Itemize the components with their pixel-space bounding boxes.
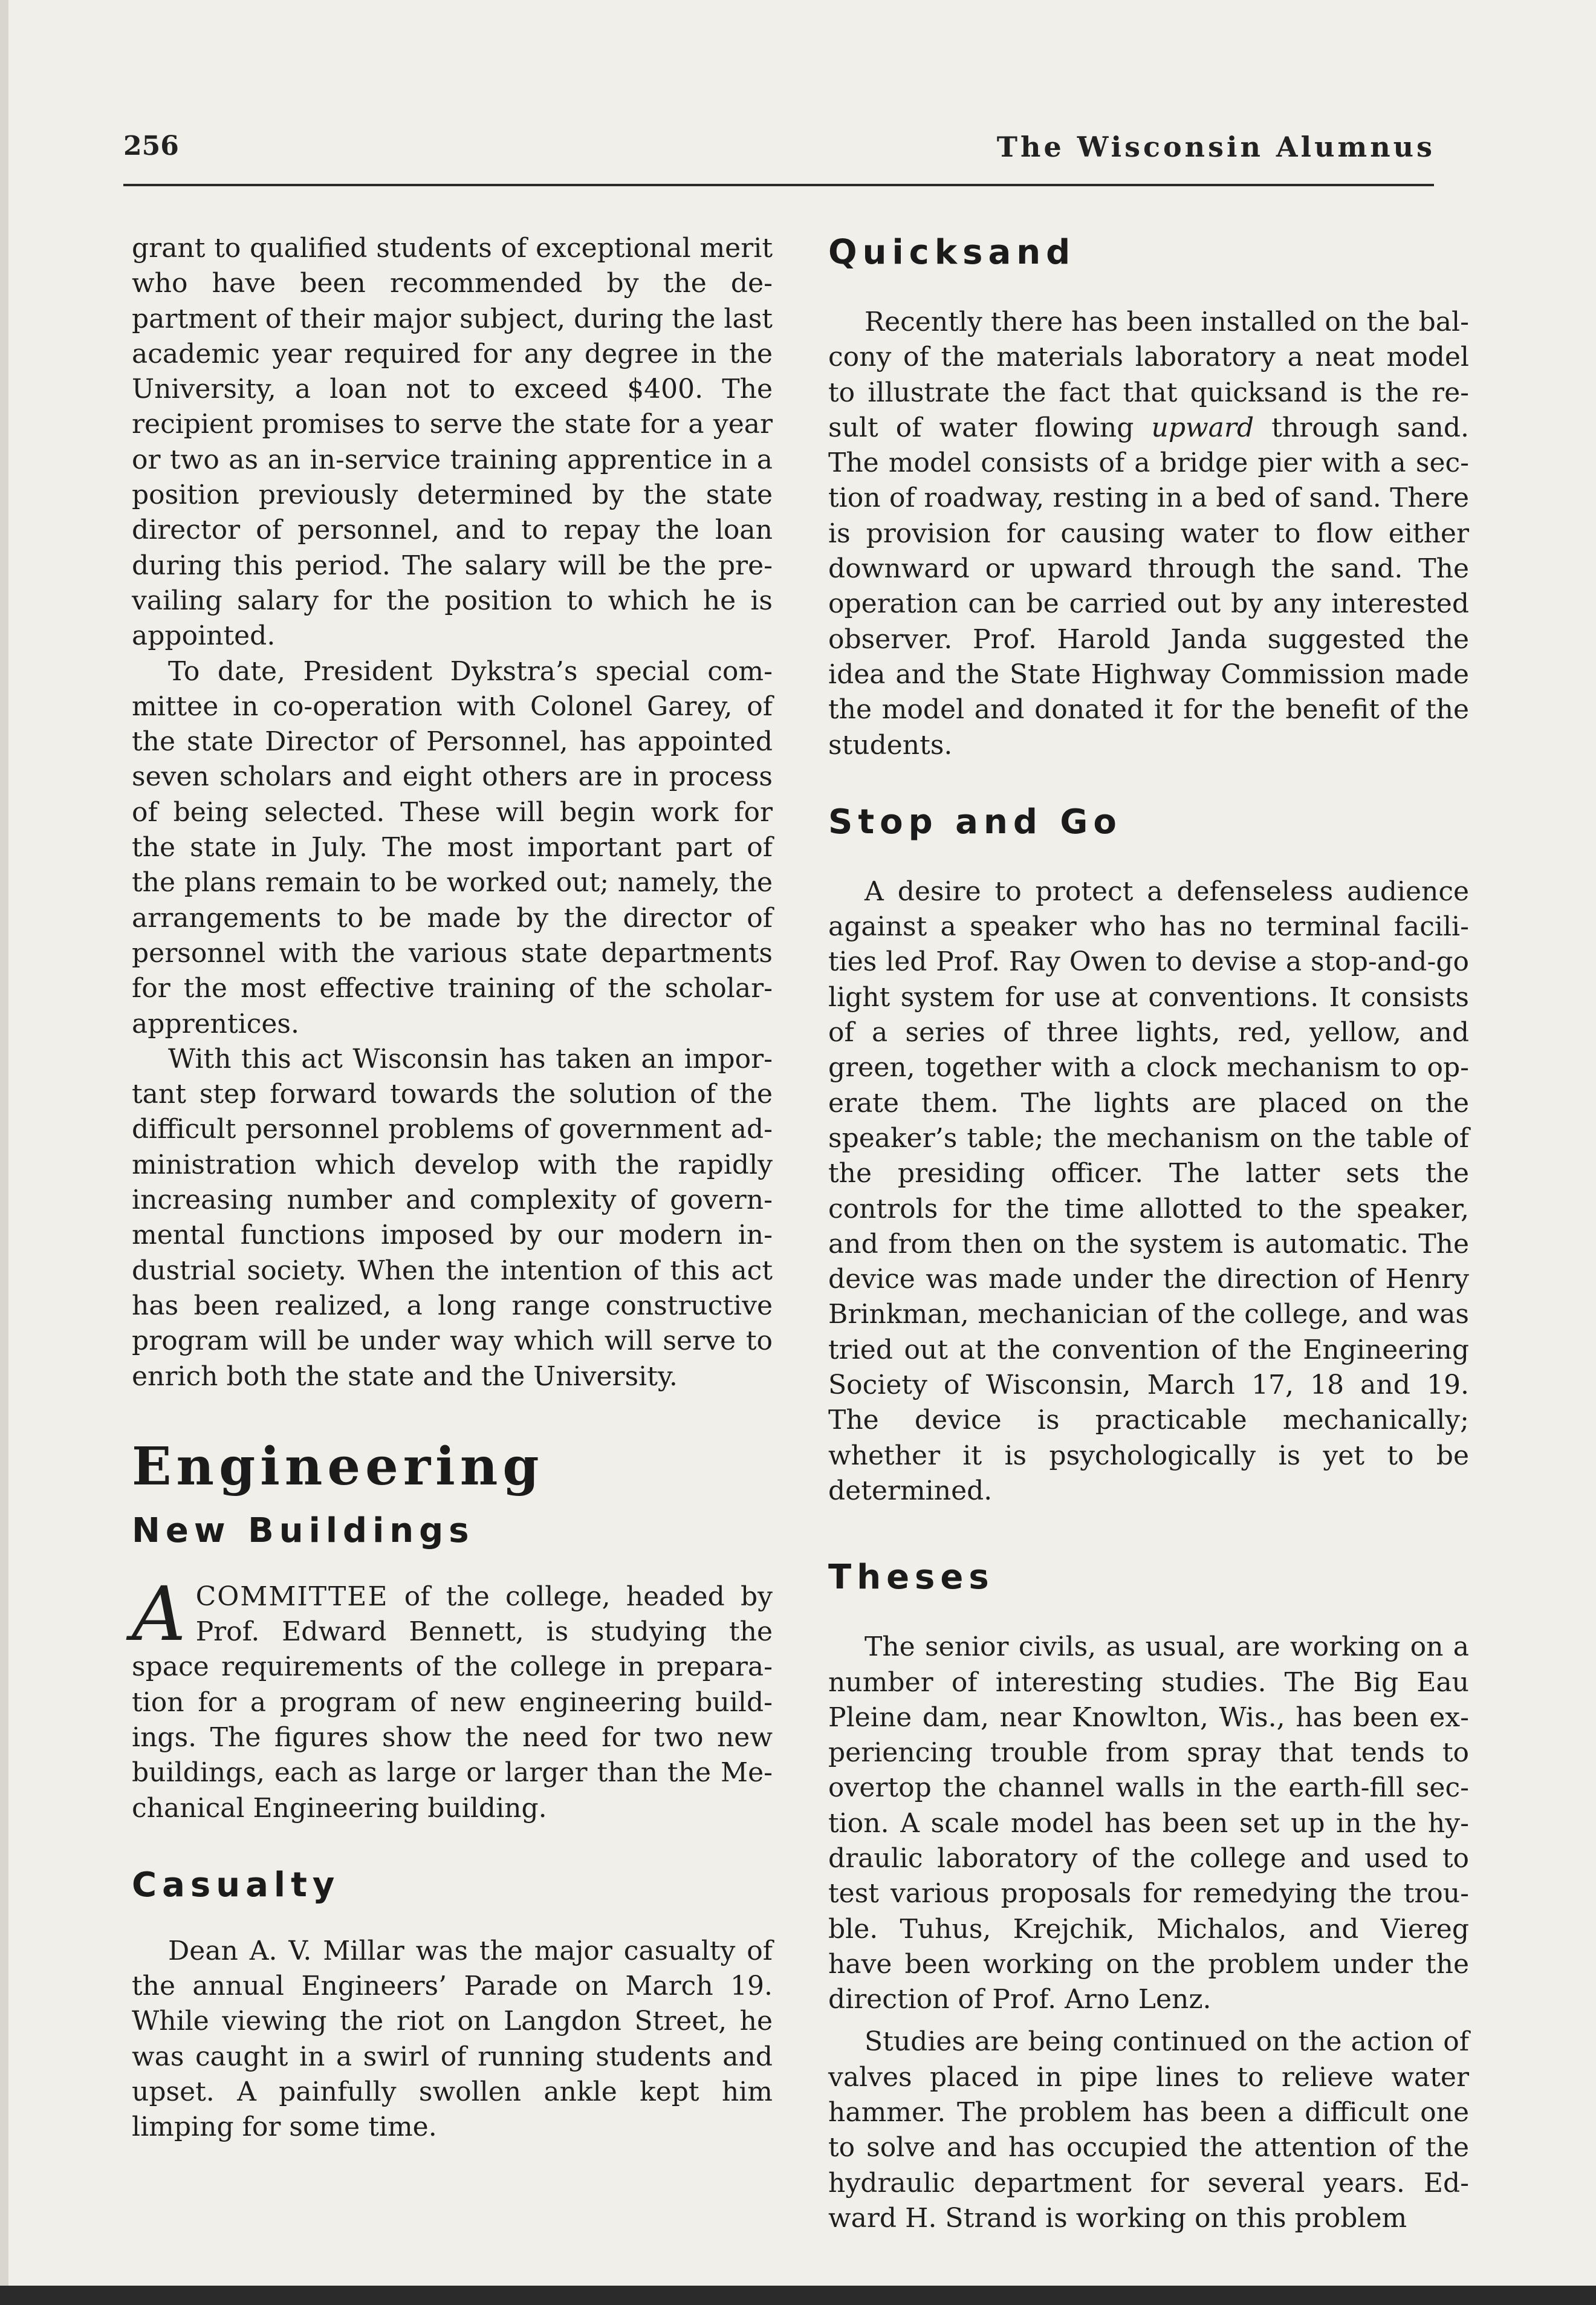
scan-bottom-edge	[0, 2286, 1596, 2305]
lead-word: COMMITTEE	[195, 1581, 389, 1612]
section-heading-casualty: Casualty	[132, 1865, 340, 1905]
quicksand-emphasis: upward	[1151, 412, 1254, 443]
section-heading-new-buildings: New Buildings	[132, 1510, 475, 1550]
scan-left-edge	[0, 0, 8, 2305]
page-number: 256	[123, 131, 179, 161]
theses-paragraph-2: Studies are being continued on the action of valves placed in pipe lines to relieve water hammer. The problem has been a difficult one to solve and has occupied the attention of the hydraulic department for several years. Edward H. Strand is working on this problem	[828, 2026, 1469, 2234]
paragraph-conclusion: With this act Wisconsin has taken an important step forward towards the solution of the difficult personnel problems of government administration which develop with the rapidly increasing number and complexity of governmental functions imposed by our modern industrial society. When the intention of this act has been realized, a long range constructive program will be under way which will serve to enrich both the state and the University.	[132, 1043, 773, 1392]
casualty-paragraph: Dean A. V. Millar was the major casualty of the annual Engineers’ Parade on March 19. While viewing the riot on Langdon Street, he was caught in a swirl of running students and upset. A painfully swollen ankle kept him limping for some time.	[132, 1935, 773, 2143]
section-heading-stop-and-go: Stop and Go	[828, 802, 1122, 842]
quicksand-paragraph	[828, 305, 1469, 763]
section-heading-quicksand: Quicksand	[828, 233, 1076, 272]
stop-and-go-paragraph: A desire to protect a defenseless audience against a speaker who has no terminal facilities led Prof. Ray Owen to devise a stop-and-go light system for use at conventions. It consists of a series of three lights, red, yellow, and green, together with a clock mechanism to operate them. The lights are placed on the speaker’s table; the mechanism on the table of the presiding officer. The latter sets the controls for the time allotted to the speaker, and from then on the system is automatic. The device was made under the direction of Henry Brinkman, mechanician of the college, and was tried out at the convention of the Engineering Society of Wisconsin, March 17, 18 and 19. The device is practicable mechanically; whether it is psychologically is yet to be determined.	[828, 876, 1469, 1506]
page-header	[123, 131, 1435, 173]
right-column	[828, 231, 1469, 2236]
drop-cap: A	[132, 1570, 186, 1658]
quicksand-text-start: Recently there has been installed on the balcony of the materials laboratory a neat model to illustrate the fact that quicksand is the result of water flowing	[828, 307, 1469, 443]
paragraph-committee: To date, President Dykstra’s special committee in co-operation with Colonel Garey, of the state Director of Personnel, has appointed seven scholars and eight others are in process of being selected. These will begin work for the state in July. The most important part of the plans remain to be worked out; namely, the arrangements to be made by the director of personnel with the various state departments for the most effective training of the scholar-apprentices.	[132, 655, 773, 1039]
quicksand-text-end: through sand. The model consists of a bridge pier with a section of roadway, resting in a bed of sand. There is provision for causing water to flow either downward or upward through the sand. The operation can be carried out by any interested observer. Prof. Harold Janda suggested the idea and the State Highway Commission made the model and donated it for the benefit of the students.	[828, 412, 1469, 761]
new-buildings-paragraph	[132, 1570, 773, 1826]
header-rule	[123, 184, 1434, 186]
left-column	[132, 231, 773, 2145]
department-heading-engineering: Engineering	[132, 1435, 544, 1497]
continued-paragraph: grant to qualified students of exceptional merit who have been recommended by the department of their major subject, during the last academic year required for any degree in the University, a loan not to exceed $400. The recipient promises to serve the state for a year or two as an in-service training apprentice in a position previously determined by the state director of personnel, and to repay the loan during this period. The salary will be the prevailing salary for the position to which he is appointed.	[132, 233, 773, 652]
section-heading-theses: Theses	[828, 1558, 994, 1598]
running-title: The Wisconsin Alumnus	[996, 131, 1435, 163]
theses-paragraph-1: The senior civils, as usual, are working on a number of interesting studies. The Big Eau Pleine dam, near Knowlton, Wis., has been experiencing trouble from spray that tends to overtop the channel walls in the earth-fill section. A scale model has been set up in the hydraulic laboratory of the college and used to test various proposals for remedying the trouble. Tuhus, Krejchik, Michalos, and Viereg have been working on the problem under the direction of Prof. Arno Lenz.	[828, 1631, 1469, 2015]
new-buildings-text: of the college, headed by Prof. Edward Bennett, is studying the space requirements of the college in preparation for a program of new engineering buildings. The figures show the need for two new buildings, each as large or larger than the Mechanical Engineering building.	[132, 1581, 773, 1824]
